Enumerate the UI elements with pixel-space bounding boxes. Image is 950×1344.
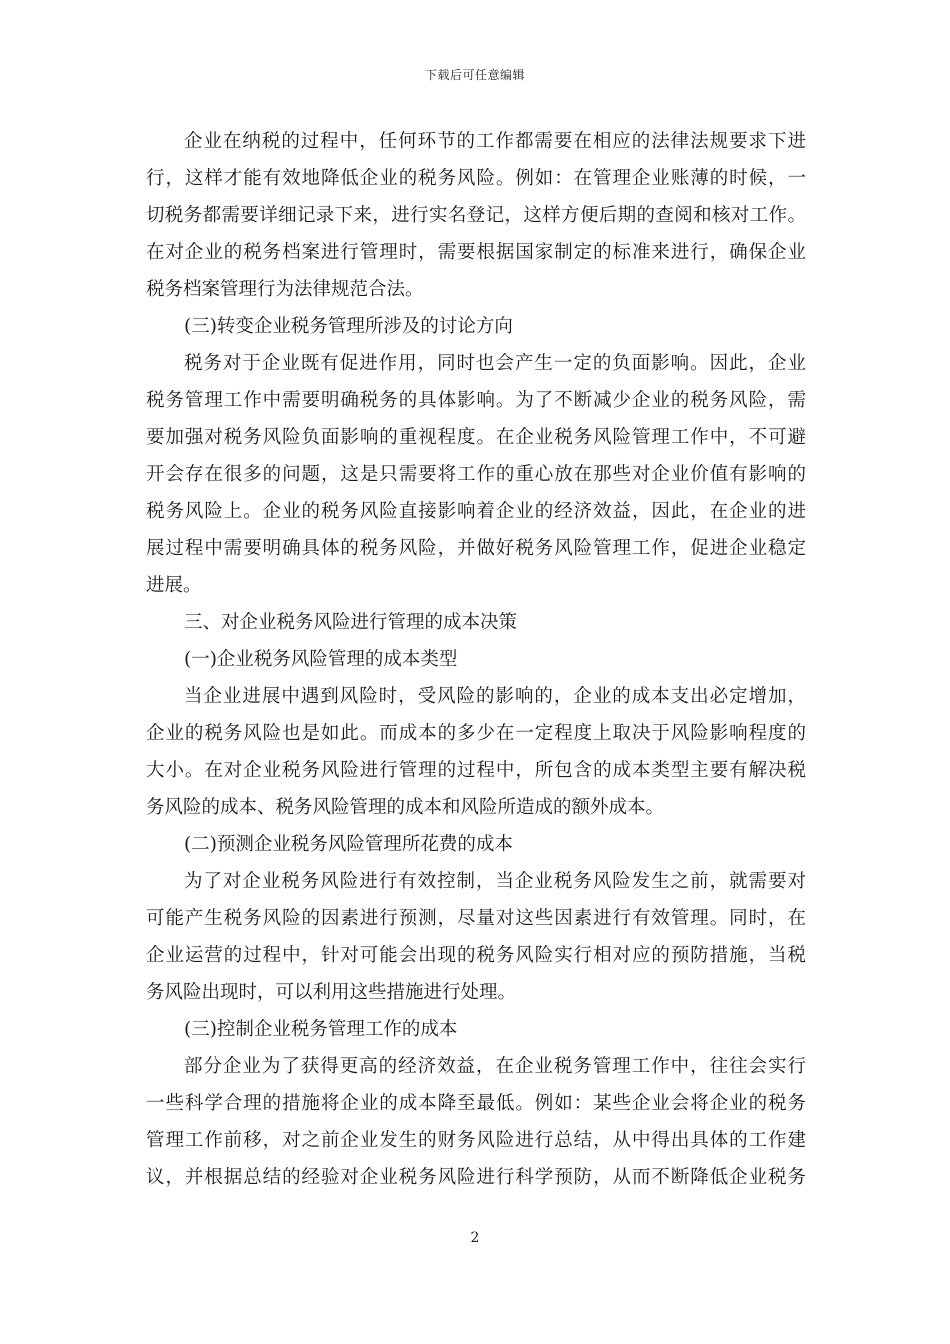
text-line: 管理工作前移，对之前企业发生的财务风险进行总结，从中得出具体的工作建 [146,1130,806,1151]
text-line: 部分企业为了获得更高的经济效益，在企业税务管理工作中，往往会实行 [184,1056,806,1077]
text-line: 务风险的成本、税务风险管理的成本和风险所造成的额外成本。 [146,797,665,818]
text-line: 一些科学合理的措施将企业的成本降至最低。例如：某些企业会将企业的税务 [146,1093,806,1114]
text-line: 在对企业的税务档案进行管理时，需要根据国家制定的标准来进行，确保企业 [146,242,806,263]
section-heading: (三)转变企业税务管理所涉及的讨论方向 [184,316,513,337]
text-line: 税务管理工作中需要明确税务的具体影响。为了不断减少企业的税务风险，需 [146,390,806,411]
text-line: 企业在纳税的过程中，任何环节的工作都需要在相应的法律法规要求下进 [184,131,806,152]
text-line: 税务对于企业既有促进作用，同时也会产生一定的负面影响。因此，企业 [184,353,806,374]
text-line: 进展。 [146,575,202,596]
text-line: 税务风险上。企业的税务风险直接影响着企业的经济效益，因此，在企业的进 [146,501,806,522]
text-line: 税务档案管理行为法律规范合法。 [146,279,424,300]
page-number: 2 [470,1230,480,1246]
section-heading: (二)预测企业税务风险管理所花费的成本 [184,834,513,855]
page-header: 下载后可任意编辑 [424,68,525,82]
text-line: 切税务都需要详细记录下来，进行实名登记，这样方便后期的查阅和核对工作。 [146,205,806,226]
text-line: 当企业进展中遇到风险时，受风险的影响的，企业的成本支出必定增加， [184,686,806,707]
text-line: 为了对企业税务风险进行有效控制，当企业税务风险发生之前，就需要对 [184,871,806,892]
text-line: 企业的税务风险也是如此。而成本的多少在一定程度上取决于风险影响程度的 [146,723,806,744]
text-line: 大小。在对企业税务风险进行管理的过程中，所包含的成本类型主要有解决税 [146,760,806,781]
text-line: 务风险出现时，可以利用这些措施进行处理。 [146,982,517,1003]
section-heading: (一)企业税务风险管理的成本类型 [184,649,458,670]
text-line: 要加强对税务风险负面影响的重视程度。在企业税务风险管理工作中，不可避 [146,427,806,448]
section-heading: 三、对企业税务风险进行管理的成本决策 [184,612,518,633]
text-line: 议，并根据总结的经验对企业税务风险进行科学预防，从而不断降低企业税务 [146,1167,806,1188]
text-line: 开会存在很多的问题，这是只需要将工作的重心放在那些对企业价值有影响的 [146,464,806,485]
text-line: 行，这样才能有效地降低企业的税务风险。例如：在管理企业账薄的时候，一 [146,168,806,189]
section-heading: (三)控制企业税务管理工作的成本 [184,1019,458,1040]
text-line: 企业运营的过程中，针对可能会出现的税务风险实行相对应的预防措施，当税 [146,945,806,966]
text-line: 展过程中需要明确具体的税务风险，并做好税务风险管理工作，促进企业稳定 [146,538,806,559]
document-body [146,123,806,1196]
text-line: 可能产生税务风险的因素进行预测，尽量对这些因素进行有效管理。同时，在 [146,908,806,929]
